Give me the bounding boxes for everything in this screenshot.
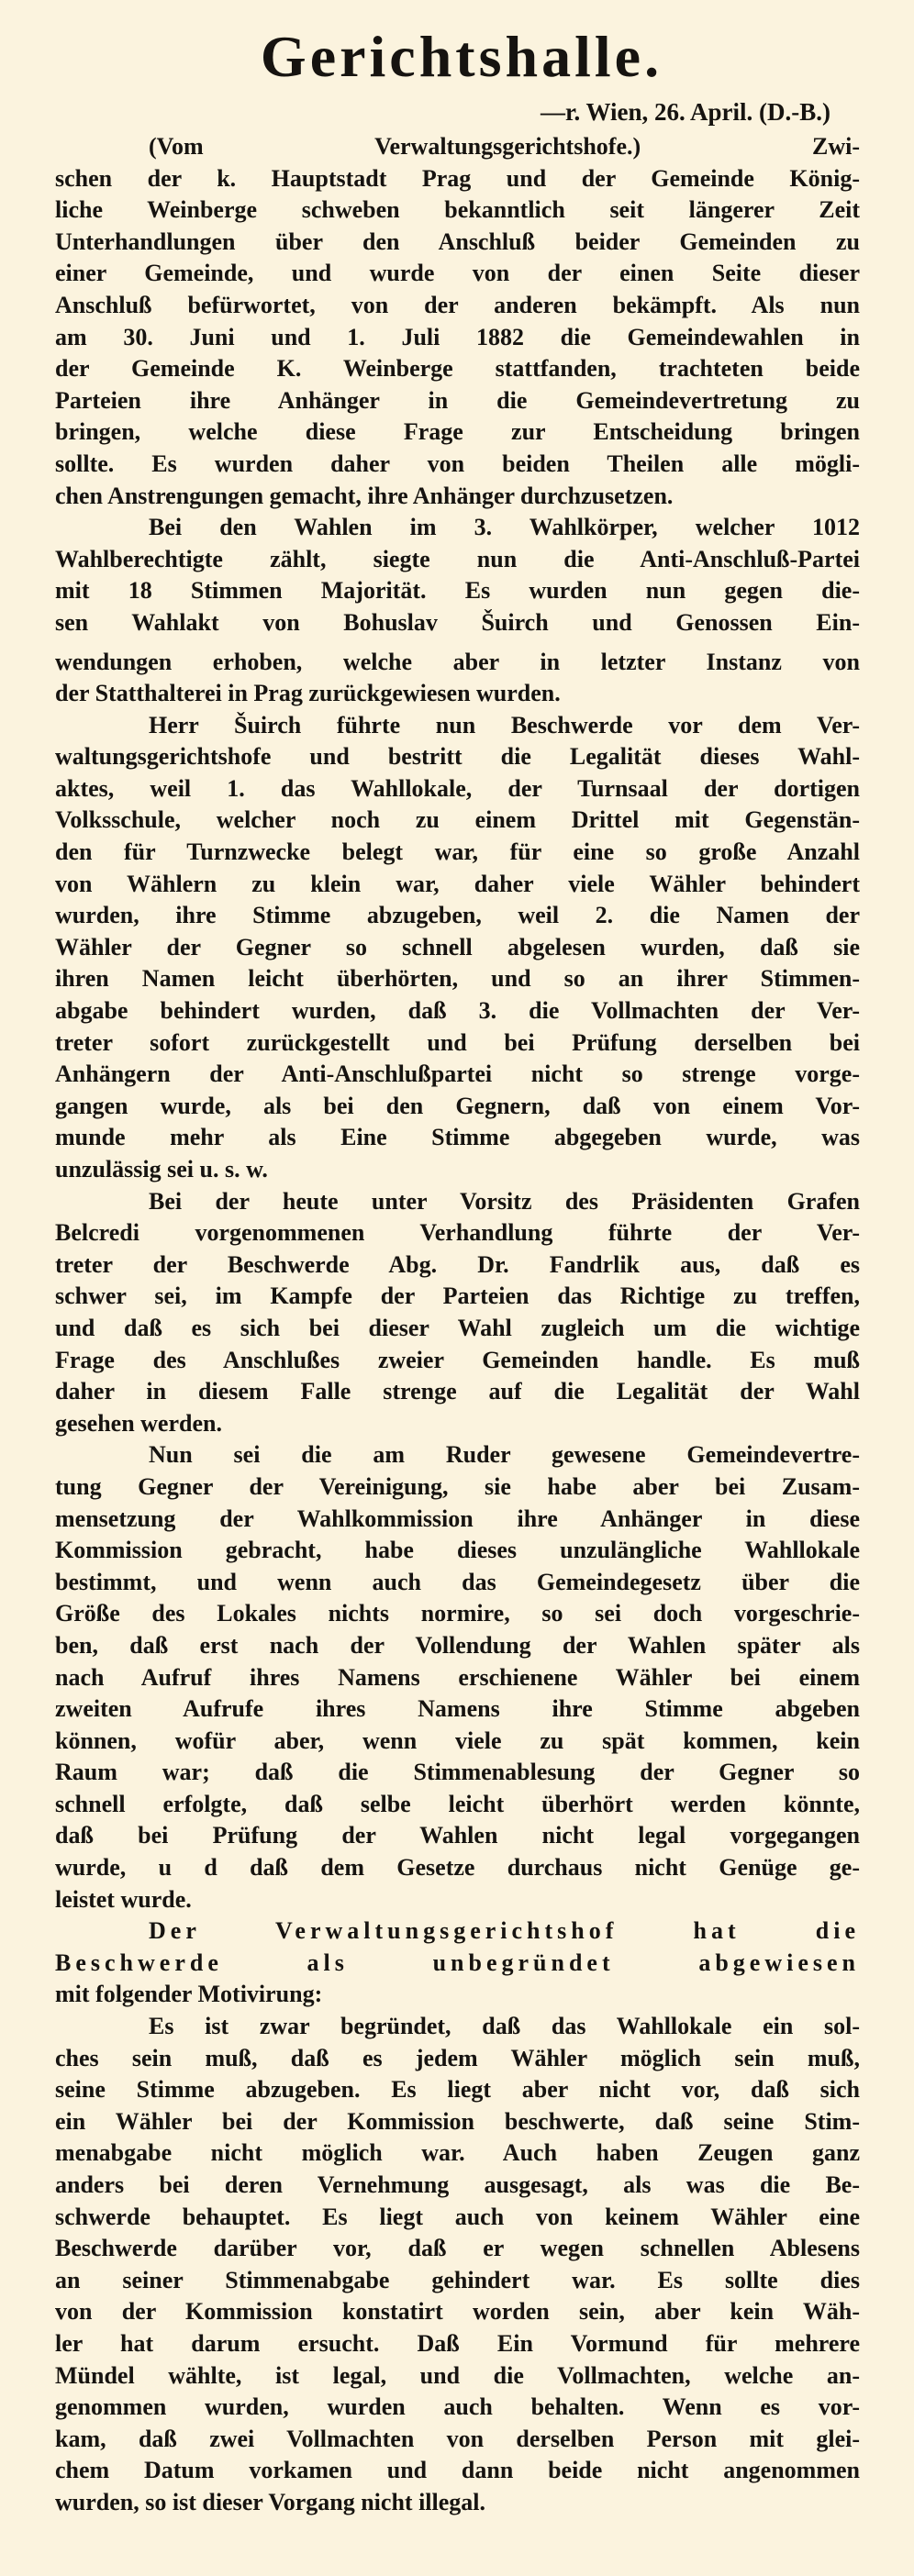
text-line: an seiner Stimmenabgabe gehindert war. Es sollte dies <box>55 2266 860 2293</box>
article-title: Gerichtshalle. <box>260 24 663 89</box>
text-line: chen Anstrengungen gemacht, ihre Anhänger durchzusetzen. <box>55 482 674 509</box>
text-line: Frage des Anschlußes zweier Gemeinden handle. Es muß <box>55 1346 860 1373</box>
text-line: Unterhandlungen über den Anschluß beider Gemeinden zu <box>55 228 860 255</box>
text-line: mit folgender Motivirung: <box>55 1981 323 2008</box>
text-line: Beschwerde als unbegründet abgewiesen <box>55 1949 860 1976</box>
paragraph <box>55 2011 860 2519</box>
text-line: ches sein muß, daß es jedem Wähler möglich sein muß, <box>55 2044 860 2071</box>
text-line: Beschwerde darüber vor, daß er wegen schnellen Ablesens <box>55 2235 860 2262</box>
text-line: schnell erfolgte, daß selbe leicht überhört werden könnte, <box>55 1790 860 1817</box>
text-line: daher in diesem Falle strenge auf die Legalität der Wahl <box>55 1378 860 1405</box>
text-line: Größe des Lokales nichts normire, so sei doch vorgeschrie- <box>55 1600 860 1627</box>
text-line: von der Kommission konstatirt worden sein, aber kein Wäh- <box>55 2298 860 2326</box>
text-line: waltungsgerichtshofe und bestritt die Legalität dieses Wahl- <box>55 743 860 771</box>
text-line: wendungen erhoben, welche aber in letzter Instanz von <box>55 648 860 675</box>
text-line: tung Gegner der Vereinigung, sie habe aber bei Zusam- <box>55 1472 860 1500</box>
text-line: Nun sei die am Ruder gewesene Gemeindevertre- <box>149 1441 860 1469</box>
text-line: treter der Beschwerde Abg. Dr. Fandrlik aus, daß es <box>55 1250 860 1278</box>
text-line: anders bei deren Vernehmung ausgesagt, als was die Be- <box>55 2171 860 2198</box>
text-line: können, wofür aber, wenn viele zu spät kommen, kein <box>55 1727 860 1754</box>
text-line: (Vom Verwaltungsgerichtshofe.) Zwi- <box>149 133 860 160</box>
paragraph <box>55 1186 860 1440</box>
text-line: mit 18 Stimmen Majorität. Es wurden nun gegen die- <box>55 577 860 605</box>
paragraph <box>55 131 860 512</box>
text-line: schwerde behauptet. Es liegt auch von keinem Wähler eine <box>55 2203 860 2230</box>
text-line: ihren Namen leicht überhörten, und so an ihrer Stimmen- <box>55 965 860 993</box>
text-line: Mündel wählte, ist legal, und die Vollmachten, welche an- <box>55 2361 860 2389</box>
text-line: leistet wurde. <box>55 1885 192 1913</box>
text-line: Bei der heute unter Vorsitz des Präsidenten Grafen <box>149 1187 860 1215</box>
text-line: sen Wahlakt von Bohuslav Šuirch und Genossen Ein- <box>55 608 860 636</box>
text-line: seine Stimme abzugeben. Es liegt aber nicht vor, daß sich <box>55 2076 860 2104</box>
text-line: ein Wähler bei der Kommission beschwerte, daß seine Stim- <box>55 2107 860 2135</box>
text-line: wurden, so ist dieser Vorgang nicht illegal. <box>55 2488 486 2515</box>
text-line: einer Gemeinde, und wurde von der einen Seite dieser <box>55 260 860 287</box>
article-body <box>55 131 860 2519</box>
text-line: sollte. Es wurden daher von beiden Theilen alle mögli- <box>55 450 860 477</box>
text-line: Bei den Wahlen im 3. Wahlkörper, welcher 1012 <box>149 514 860 541</box>
text-line: Anhängern der Anti-Anschlußpartei nicht so strenge vorge- <box>55 1060 860 1088</box>
text-line: bestimmt, und wenn auch das Gemeindegesetz über die <box>55 1568 860 1595</box>
text-line: Anschluß befürwortet, von der anderen bekämpft. Als nun <box>55 291 860 318</box>
text-line: daß bei Prüfung der Wahlen nicht legal vorgegangen <box>55 1822 860 1849</box>
dateline: —r. Wien, 26. April. (D.-B.) <box>540 98 830 126</box>
text-line: am 30. Juni und 1. Juli 1882 die Gemeindewahlen in <box>55 323 860 350</box>
text-line: Belcredi vorgenommenen Verhandlung führte der Ver- <box>55 1219 860 1247</box>
text-line: Volksschule, welcher noch zu einem Drittel mit Gegenstän- <box>55 806 860 834</box>
text-line: zweiten Aufrufe ihres Namens ihre Stimme abgeben <box>55 1695 860 1723</box>
paragraph <box>55 710 860 1186</box>
text-line: abgabe behindert wurden, daß 3. die Vollmachten der Ver- <box>55 997 860 1025</box>
text-line: Kommission gebracht, habe dieses unzulängliche Wahllokale <box>55 1537 860 1564</box>
text-line: gesehen werden. <box>55 1409 222 1437</box>
paragraph <box>55 1439 860 1915</box>
text-line: genommen wurden, wurden auch behalten. Wenn es vor- <box>55 2393 860 2421</box>
text-line: Parteien ihre Anhänger in die Gemeindevertretung zu <box>55 386 860 414</box>
text-line: Es ist zwar begründet, daß das Wahllokale ein sol- <box>149 2013 860 2040</box>
text-line: von Wählern zu klein war, daher viele Wähler behindert <box>55 870 860 897</box>
text-line: bringen, welche diese Frage zur Entscheidung bringen <box>55 418 860 446</box>
paragraph <box>55 1915 860 2011</box>
text-line: munde mehr als Eine Stimme abgegeben wurde, was <box>55 1124 860 1151</box>
text-line: Wähler der Gegner so schnell abgelesen wurden, daß sie <box>55 933 860 960</box>
text-line: der Gemeinde K. Weinberge stattfanden, trachteten beide <box>55 355 860 383</box>
text-line: gangen wurde, als bei den Gegnern, daß von einem Vor- <box>55 1092 860 1119</box>
text-line: Herr Šuirch führte nun Beschwerde vor dem Ver- <box>149 711 860 738</box>
text-line: wurde, u d daß dem Gesetze durchaus nicht Genüge ge- <box>55 1854 860 1882</box>
text-line: treter sofort zurückgestellt und bei Prüfung derselben bei <box>55 1028 860 1056</box>
text-line: den für Turnzwecke belegt war, für eine so große Anzahl <box>55 838 860 866</box>
text-line: schen der k. Hauptstadt Prag und der Gemeinde König- <box>55 164 860 192</box>
text-line: ler hat darum ersucht. Daß Ein Vormund für mehrere <box>55 2329 860 2357</box>
text-line: aktes, weil 1. das Wahllokale, der Turnsaal der dortigen <box>55 774 860 802</box>
text-line: nach Aufruf ihres Namens erschienene Wähler bei einem <box>55 1663 860 1691</box>
text-line: unzulässig sei u. s. w. <box>55 1156 268 1183</box>
text-line: ben, daß erst nach der Vollendung der Wahlen später als <box>55 1631 860 1659</box>
text-line: Der Verwaltungsgerichtshof hat die <box>149 1917 860 1945</box>
text-line: mensetzung der Wahlkommission ihre Anhänger in diese <box>55 1505 860 1532</box>
text-line: Wahlberechtigte zählt, siegte nun die Anti-Anschluß-Partei <box>55 545 860 572</box>
text-line: wurden, ihre Stimme abzugeben, weil 2. die Namen der <box>55 902 860 929</box>
text-line: kam, daß zwei Vollmachten von derselben Person mit glei- <box>55 2425 860 2452</box>
paragraph <box>55 512 860 710</box>
text-line: Raum war; daß die Stimmenablesung der Gegner so <box>55 1759 860 1786</box>
text-line: schwer sei, im Kampfe der Parteien das Richtige zu treffen, <box>55 1282 860 1310</box>
text-line: menabgabe nicht möglich war. Auch haben Zeugen ganz <box>55 2139 860 2167</box>
text-line: und daß es sich bei dieser Wahl zugleich um die wichtige <box>55 1314 860 1341</box>
text-line: liche Weinberge schweben bekanntlich seit längerer Zeit <box>55 196 860 224</box>
text-line: chem Datum vorkamen und dann beide nicht angenommen <box>55 2457 860 2484</box>
text-line: der Statthalterei in Prag zurückgewiesen wurden. <box>55 680 561 707</box>
